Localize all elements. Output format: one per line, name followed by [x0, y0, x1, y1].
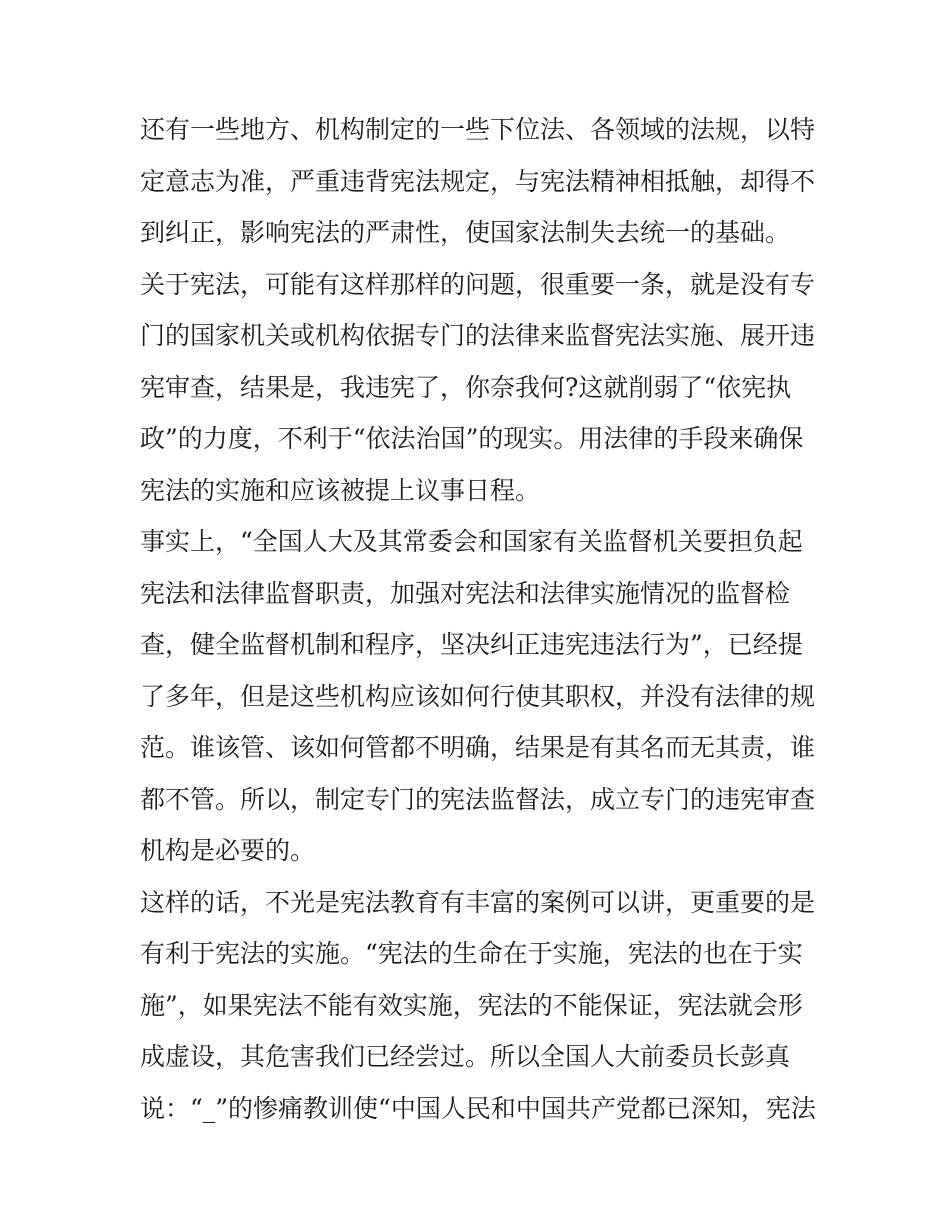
- text-line: 施”，如果宪法不能有效实施，宪法的不能保证，宪法就会形: [140, 990, 803, 1020]
- text-line: 成虚设，其危害我们已经尝过。所以全国人大前委员长彭真: [140, 1042, 791, 1071]
- text-line: 这样的话，不光是宪法教育有丰富的案例可以讲，更重要的是: [140, 887, 816, 917]
- text-line: 事实上，“全国人大及其常委会和国家有关监督机关要担负起: [140, 527, 803, 556]
- text-line: 说：“_”的惨痛教训使“中国人民和中国共产党都已深知，宪法: [140, 1093, 816, 1123]
- text-line: 了多年，但是这些机构应该如何行使其职权，并没有法律的规: [140, 681, 816, 711]
- text-line: 宪法和法律监督职责，加强对宪法和法律实施情况的监督检: [140, 578, 791, 608]
- body-text: [140, 104, 820, 1134]
- text-line: 到纠正，影响宪法的严肃性，使国家法制失去统一的基础。: [140, 218, 791, 247]
- text-line: 定意志为准，严重违背宪法规定，与宪法精神相抵触，却得不: [140, 166, 816, 196]
- text-line: 宪审查，结果是，我违宪了，你奈我何?这就削弱了“依宪执: [140, 372, 792, 402]
- text-line: 都不管。所以，制定专门的宪法监督法，成立专门的违宪审查: [140, 784, 816, 814]
- text-line: 关于宪法，可能有这样那样的问题，很重要一条，就是没有专: [140, 269, 816, 299]
- text-line: 机构是必要的。: [140, 836, 316, 865]
- text-line: 宪法的实施和应该被提上议事日程。: [140, 475, 541, 505]
- text-line: 有利于宪法的实施。“宪法的生命在于实施，宪法的也在于实: [140, 939, 803, 968]
- text-line: 门的国家机关或机构依据专门的法律来监督宪法实施、展开违: [140, 321, 816, 350]
- text-line: 政”的力度，不利于“依法治国”的现实。用法律的手段来确保: [140, 424, 804, 453]
- text-line: 范。谁该管、该如何管都不明确，结果是有其名而无其责，谁: [140, 733, 816, 762]
- text-line: 还有一些地方、机构制定的一些下位法、各领域的法规，以特: [140, 115, 816, 144]
- text-line: 查，健全监督机制和程序，坚决纠正违宪违法行为”，已经提: [140, 630, 803, 659]
